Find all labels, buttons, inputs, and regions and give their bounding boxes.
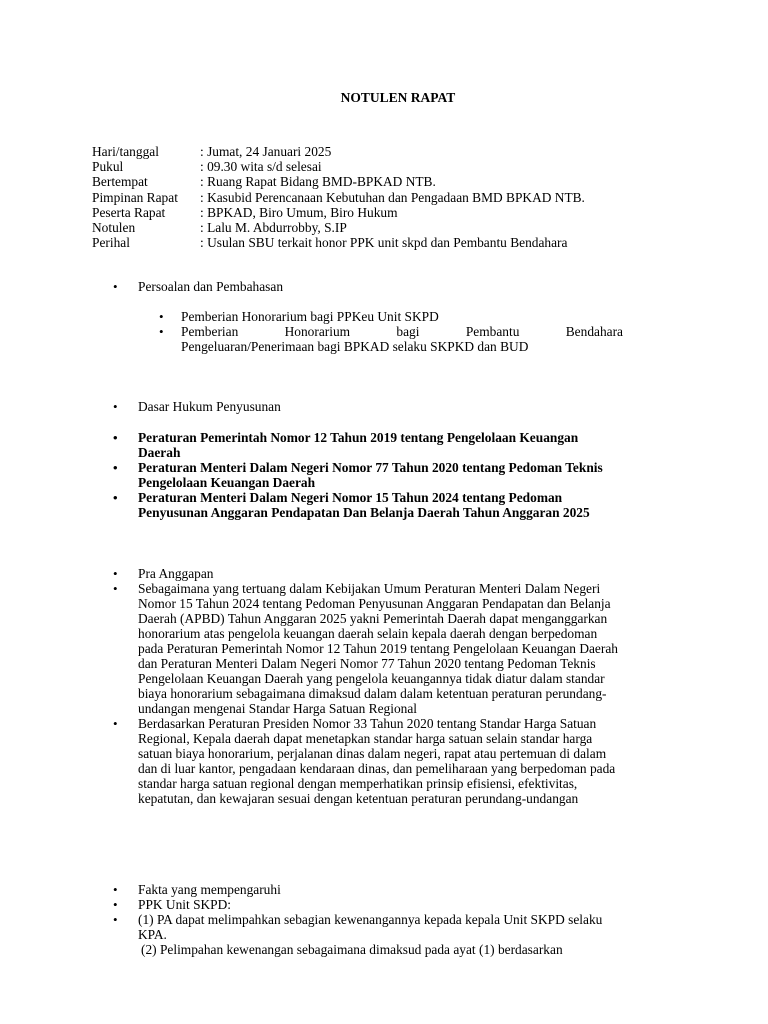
paragraph-continuation: (2) Pelimpahan kewenangan sebagaimana dimaksud pada ayat (1) berdasarkan (141, 942, 563, 957)
section-heading: • Fakta yang mempengaruhi (113, 882, 623, 897)
persoalan-list (159, 309, 623, 354)
list-item: • PPK Unit SKPD: (113, 897, 623, 912)
section-heading: • Pra Anggapan (113, 566, 618, 581)
info-row (92, 144, 585, 159)
list-item: • (1) PA dapat melimpahkan sebagian kewenangannya kepada kepala Unit SKPD selaku KPA. (113, 912, 623, 942)
info-value: : 09.30 wita s/d selesai (200, 159, 322, 175)
section-pra-anggapan (113, 566, 618, 806)
info-label: Pukul (92, 159, 124, 175)
list-item: • Peraturan Menteri Dalam Negeri Nomor 77 Tahun 2020 tentang Pedoman Teknis Pengelolaan Keuangan Daerah (113, 460, 623, 490)
section-persoalan (113, 279, 633, 294)
info-value: : Jumat, 24 Januari 2025 (200, 144, 332, 159)
list-item: • Peraturan Pemerintah Nomor 12 Tahun 2019 tentang Pengelolaan Keuangan Daerah (113, 430, 623, 460)
info-row (92, 190, 585, 205)
info-row (92, 235, 585, 250)
info-value: : Ruang Rapat Bidang BMD-BPKAD NTB. (200, 174, 436, 190)
info-value: : Lalu M. Abdurrobby, S.IP (200, 219, 347, 235)
info-label: Bertempat (92, 174, 148, 190)
document-title: NOTULEN RAPAT (340, 90, 456, 105)
list-item: • Pemberian Honorarium bagi Pembantu Bendahara (159, 324, 623, 339)
info-label: Peserta Rapat (92, 204, 166, 220)
info-row (92, 220, 585, 235)
section-fakta (113, 882, 623, 957)
info-value: : Usulan SBU terkait honor PPK unit skpd dan Pembantu Bendahara (200, 235, 568, 251)
dasar-hukum-list (113, 430, 623, 520)
section-dasar-hukum (113, 399, 633, 414)
section-heading: • Persoalan dan Pembahasan (113, 279, 633, 294)
section-heading: • Dasar Hukum Penyusunan (113, 399, 633, 414)
list-item: • Peraturan Menteri Dalam Negeri Nomor 15 Tahun 2024 tentang Pedoman Penyusunan Anggaran Pendapatan Dan Belanja Daerah Tahun Anggaran 2025 (113, 490, 623, 520)
info-row (92, 205, 585, 220)
meeting-info (92, 144, 585, 250)
info-value: : BPKAD, Biro Umum, Biro Hukum (200, 204, 398, 220)
info-row (92, 159, 585, 174)
info-label: Notulen (92, 219, 136, 235)
list-item: • Pemberian Honorarium bagi PPKeu Unit SKPD (159, 309, 623, 324)
info-label: Hari/tanggal (92, 144, 159, 159)
info-value: : Kasubid Perencanaan Kebutuhan dan Pengadaan BMD BPKAD NTB. (200, 189, 585, 205)
info-row (92, 174, 585, 189)
info-label: Pimpinan Rapat (92, 189, 178, 205)
list-item: • Sebagaimana yang tertuang dalam Kebijakan Umum Peraturan Menteri Dalam Negeri Nomor 15 Tahun 2024 tentang Pedoman Penyusunan Anggaran Pendapatan dan Belanja Daerah (APBD) Tahun Anggaran 2025 yakni Pemerintah Daerah dapat menganggarkan honorarium atas pengelola keuangan daerah selain kepala daerah dengan berpedoman pada Peraturan Pemerintah Nomor 12 Tahun 2019 tentang Pengelolaan Keuangan Daerah dan Peraturan Menteri Dalam Negeri Nomor 77 Tahun 2020 tentang Pedoman Teknis Pengelolaan Keuangan Daerah yang pengelola keuangannya tidak diatur dalam standar biaya honorarium sebagaimana dimaksud dalam dalam ketentuan peraturan perundang-undangan mengenai Standar Harga Satuan Regional (113, 581, 618, 716)
info-label: Perihal (92, 235, 130, 251)
list-item: • Berdasarkan Peraturan Presiden Nomor 33 Tahun 2020 tentang Standar Harga Satuan Regional, Kepala daerah dapat menetapkan standar harga satuan selain standar harga satuan biaya honorarium, perjalanan dinas dalam negeri, rapat atau pertemuan di dalam dan di luar kantor, pengadaan kendaraan dinas, dan pemeliharaan yang berpedoman pada standar harga satuan regional dengan memperhatikan prinsip efisiensi, efektivitas, kepatutan, dan kewajaran sesuai dengan ketentuan peraturan perundang-undangan (113, 716, 618, 806)
list-item-continuation: Pengeluaran/Penerimaan bagi BPKAD selaku SKPKD dan BUD (181, 339, 529, 354)
